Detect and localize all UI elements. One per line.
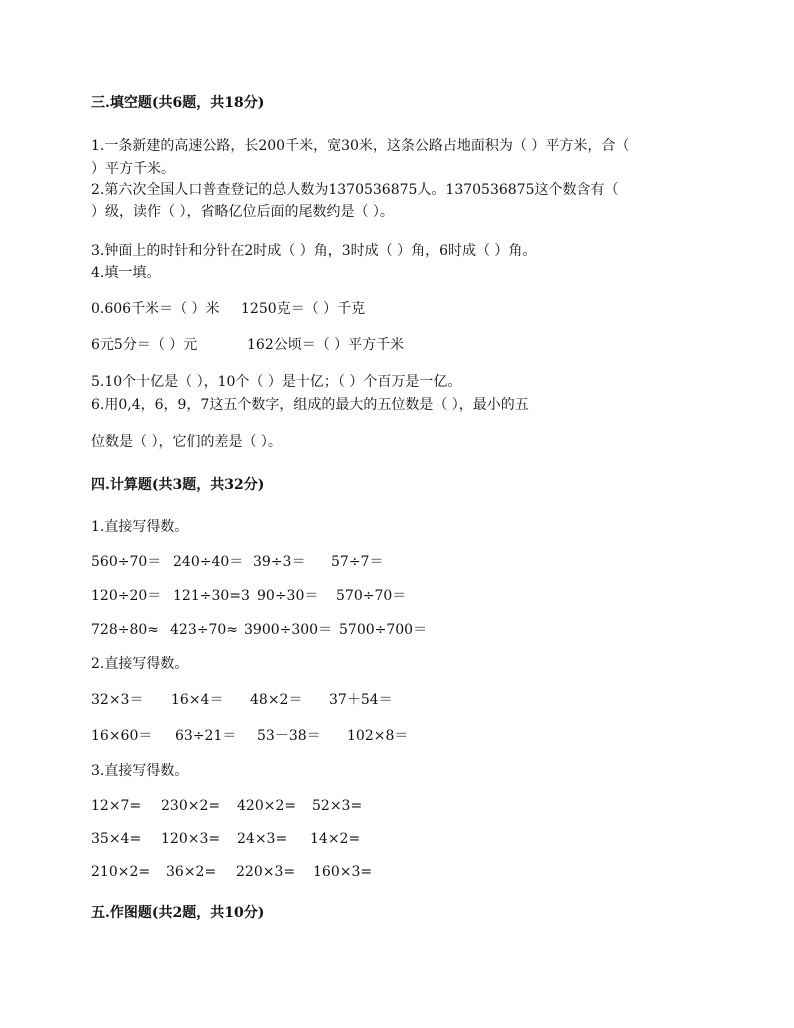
question-4-2-title: 2.直接写得数。	[91, 656, 189, 672]
blank-item: 162公顷＝（ ）平方千米	[247, 337, 405, 353]
math-item: 570÷70＝	[336, 588, 407, 604]
math-item: 57÷7＝	[331, 554, 384, 570]
math-item: 5700÷700＝	[339, 622, 428, 638]
math-item: 420×2=	[237, 798, 297, 814]
math-item: 14×2=	[310, 831, 361, 847]
math-item: 53－38＝	[257, 728, 321, 744]
math-item: 48×2＝	[250, 692, 303, 708]
math-item: 16×60＝	[91, 728, 153, 744]
math-item: 240÷40＝	[173, 554, 244, 570]
section-heading-calculation: 四.计算题(共3题，共32分)	[91, 477, 265, 493]
math-item: 728÷80≈	[91, 622, 159, 638]
math-item: 32×3＝	[91, 692, 144, 708]
math-item: 24×3=	[237, 831, 288, 847]
question-3-2-line-1: 2.第六次全国人口普查登记的总人数为1370536875人。1370536875这个数含有（	[91, 182, 619, 198]
math-item: 37＋54＝	[329, 692, 393, 708]
question-3-1-line-2: ）平方千米。	[91, 161, 175, 177]
math-item: 35×4=	[91, 831, 142, 847]
question-3-3: 3.钟面上的时针和分针在2时成（ ）角，3时成（ ）角，6时成（ ）角。	[91, 243, 537, 259]
section-heading-drawing: 五.作图题(共2题，共10分)	[91, 905, 265, 921]
math-item: 210×2=	[91, 864, 151, 880]
math-item: 39÷3＝	[253, 554, 306, 570]
math-item: 160×3=	[313, 864, 373, 880]
math-item: 220×3=	[236, 864, 296, 880]
math-item: 230×2=	[161, 798, 221, 814]
math-item: 121÷30=3	[173, 588, 250, 604]
math-item: 16×4＝	[171, 692, 224, 708]
math-item: 90÷30＝	[257, 588, 319, 604]
question-4-1-title: 1.直接写得数。	[91, 519, 189, 535]
math-item: 102×8＝	[347, 728, 409, 744]
question-3-5: 5.10个十亿是（ ），10个（ ）是十亿；（ ）个百万是一亿。	[91, 374, 462, 390]
math-item: 120÷20＝	[91, 588, 162, 604]
math-item: 120×3=	[161, 831, 221, 847]
blank-item: 0.606千米＝（ ）米	[91, 301, 220, 317]
math-item: 423÷70≈	[170, 622, 238, 638]
question-3-6-line-1: 6.用0,4，6，9，7这五个数字，组成的最大的五位数是（ ），最小的五	[91, 397, 529, 413]
question-3-1-line-1: 1.一条新建的高速公路，长200千米，宽30米，这条公路占地面积为（ ）平方米，合（	[91, 138, 630, 154]
question-3-4: 4.填一填。	[91, 265, 161, 281]
math-item: 3900÷300＝	[244, 622, 333, 638]
math-item: 52×3=	[312, 798, 363, 814]
question-3-2-line-2: ）级，读作（ ），省略亿位后面的尾数约是（ ）。	[91, 204, 394, 220]
math-item: 36×2=	[166, 864, 217, 880]
blank-item: 1250克＝（ ）千克	[241, 301, 366, 317]
blank-item: 6元5分＝（ ）元	[91, 337, 198, 353]
question-3-6-line-2: 位数是（ ），它们的差是（ ）。	[91, 434, 282, 450]
math-item: 12×7=	[91, 798, 142, 814]
question-4-3-title: 3.直接写得数。	[91, 763, 189, 779]
math-item: 63÷21＝	[175, 728, 237, 744]
section-heading-fill-in: 三.填空题(共6题，共18分)	[91, 95, 265, 111]
math-item: 560÷70＝	[91, 554, 162, 570]
